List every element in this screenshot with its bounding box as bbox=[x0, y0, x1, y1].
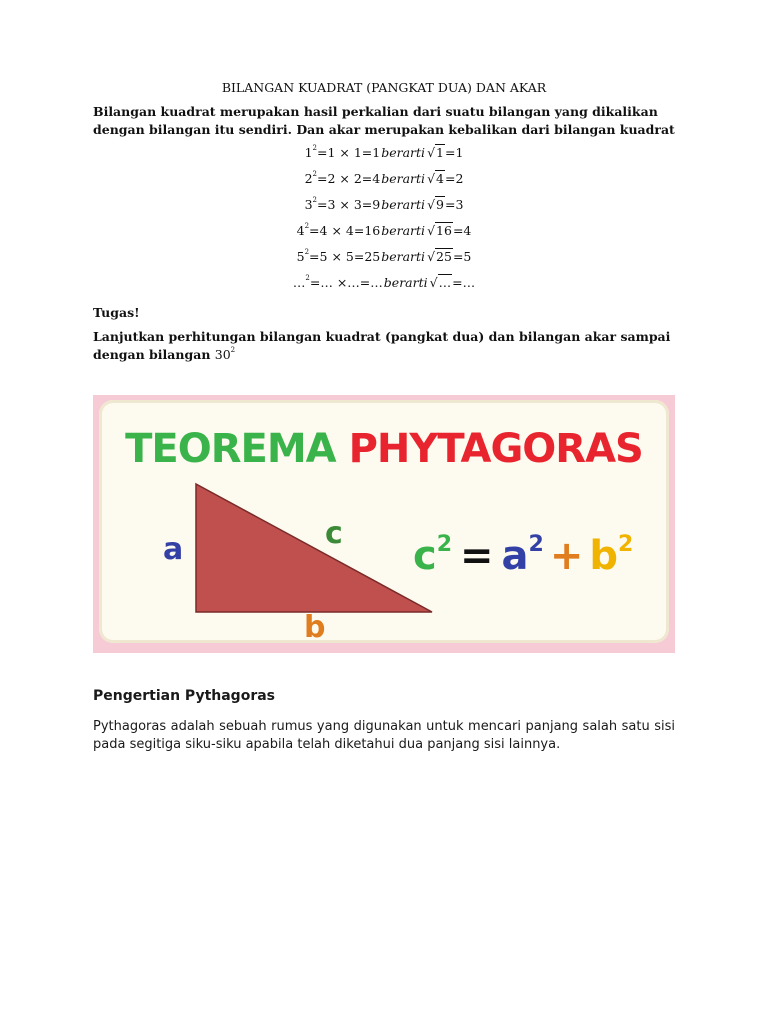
eq-expression: =… ×…=… bbox=[309, 275, 383, 290]
eq-expression: =3 × 3=9 bbox=[317, 197, 381, 212]
eq-exponent: 2 bbox=[305, 274, 310, 282]
side-b-label: b bbox=[304, 610, 326, 645]
pythagoras-banner bbox=[93, 395, 675, 653]
radicand: 16 bbox=[436, 223, 452, 238]
eq-word: berarti bbox=[381, 197, 426, 212]
radical-sign-icon: √ bbox=[427, 171, 436, 186]
eq-base: 5 bbox=[296, 249, 305, 264]
tugas-heading: Tugas! bbox=[93, 305, 140, 320]
eq-expression: =5 × 5=25 bbox=[309, 249, 381, 264]
square-root bbox=[427, 172, 445, 186]
banner-title-word2: PHYTAGORAS bbox=[348, 426, 643, 472]
side-c-label: c bbox=[325, 516, 343, 551]
square-root bbox=[427, 224, 453, 238]
radical-sign-icon: √ bbox=[429, 275, 438, 290]
equation-row bbox=[0, 224, 768, 250]
eq-word: berarti bbox=[381, 145, 426, 160]
eq-word: berarti bbox=[381, 249, 426, 264]
eq-base: 3 bbox=[304, 197, 313, 212]
page-title: BILANGAN KUADRAT (PANGKAT DUA) DAN AKAR bbox=[221, 80, 547, 95]
formula-c-exp: 2 bbox=[436, 532, 453, 557]
task-number: 30 bbox=[214, 347, 231, 362]
square-root bbox=[430, 276, 452, 290]
formula-b: b bbox=[589, 533, 619, 579]
formula-equals: = bbox=[460, 533, 494, 579]
radical-sign-icon: √ bbox=[427, 249, 436, 264]
formula-plus: + bbox=[549, 533, 584, 579]
eq-exponent: 2 bbox=[304, 248, 310, 256]
eq-exponent: 2 bbox=[312, 196, 317, 204]
equation-list bbox=[0, 146, 768, 302]
eq-expression: =1 × 1=1 bbox=[317, 145, 381, 160]
formula-c: c bbox=[413, 533, 437, 579]
square-root bbox=[427, 146, 445, 160]
task-paragraph bbox=[93, 328, 683, 364]
formula-a-exp: 2 bbox=[528, 532, 544, 557]
eq-word: berarti bbox=[383, 275, 428, 290]
eq-exponent: 2 bbox=[312, 170, 317, 178]
eq-exponent: 2 bbox=[304, 222, 310, 230]
eq-result: =3 bbox=[444, 197, 464, 212]
section-body: Pythagoras adalah sebuah rumus yang digunakan untuk mencari panjang salah satu sisi pada segitiga siku-siku apabila telah diketahui dua panjang sisi lainnya. bbox=[93, 719, 675, 752]
eq-base: 1 bbox=[304, 145, 313, 160]
eq-base: … bbox=[292, 275, 306, 290]
task-text: Lanjutkan perhitungan bilangan kuadrat (pangkat dua) dan bilangan akar sampai dengan bilangan bbox=[93, 329, 671, 362]
radicand: 4 bbox=[436, 171, 444, 186]
eq-expression: =4 × 4=16 bbox=[309, 223, 381, 238]
eq-result: =2 bbox=[444, 171, 464, 186]
formula-b-exp: 2 bbox=[618, 532, 634, 557]
eq-word: berarti bbox=[381, 171, 426, 186]
eq-expression: =2 × 2=4 bbox=[317, 171, 381, 186]
equation-row bbox=[0, 172, 768, 198]
side-a-label: a bbox=[163, 532, 184, 567]
eq-base: 2 bbox=[304, 171, 313, 186]
section-title: Pengertian Pythagoras bbox=[93, 688, 275, 704]
square-root bbox=[427, 198, 445, 212]
eq-result: =5 bbox=[452, 249, 472, 264]
radical-sign-icon: √ bbox=[427, 145, 436, 160]
eq-result: =1 bbox=[444, 145, 464, 160]
equation-row bbox=[0, 146, 768, 172]
eq-result: =4 bbox=[452, 223, 472, 238]
banner-title-word1: TEOREMA bbox=[125, 426, 336, 472]
banner-panel bbox=[99, 400, 669, 643]
equation-row bbox=[0, 276, 768, 302]
pythagoras-formula bbox=[413, 533, 633, 579]
square-root bbox=[427, 250, 453, 264]
radicand: 9 bbox=[436, 197, 444, 212]
radical-sign-icon: √ bbox=[427, 197, 436, 212]
eq-exponent: 2 bbox=[312, 144, 317, 152]
task-exponent: 2 bbox=[230, 346, 236, 354]
equation-row bbox=[0, 250, 768, 276]
intro-paragraph: Bilangan kuadrat merupakan hasil perkalian dari suatu bilangan yang dikalikan dengan bilangan itu sendiri. Dan akar merupakan kebalikan dari bilangan kuadrat bbox=[93, 104, 675, 137]
radicand: … bbox=[438, 275, 452, 290]
formula-a: a bbox=[501, 533, 529, 579]
eq-word: berarti bbox=[381, 223, 426, 238]
radical-sign-icon: √ bbox=[427, 223, 436, 238]
eq-result: =… bbox=[452, 275, 476, 290]
eq-base: 4 bbox=[296, 223, 305, 238]
radicand: 25 bbox=[436, 249, 452, 264]
right-triangle-icon bbox=[99, 400, 669, 643]
radicand: 1 bbox=[436, 145, 444, 160]
equation-row bbox=[0, 198, 768, 224]
